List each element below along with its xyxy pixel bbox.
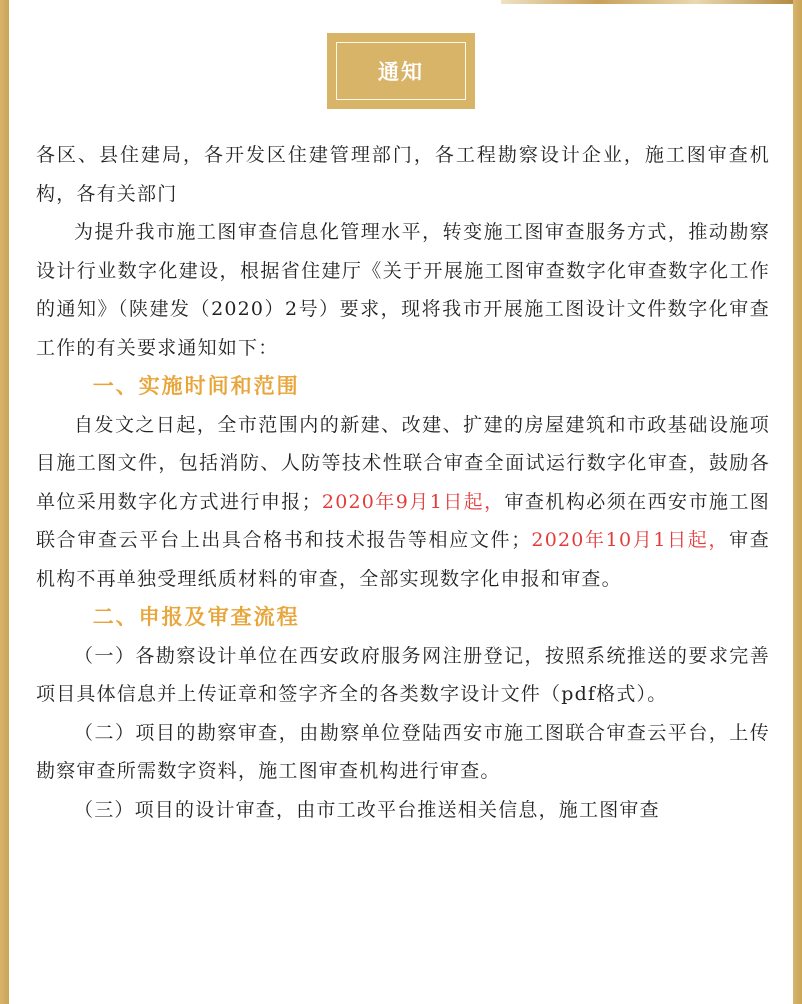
intro-paragraph: 为提升我市施工图审查信息化管理水平，转变施工图审查服务方式，推动勘察设计行业数字化建设，根据省住建厅《关于开展施工图审查数字化审查数字化工作的通知》（陕建发（2020）2号）要求，现将我市开展施工图设计文件数字化审查工作的有关要求通知如下： [36, 221, 770, 359]
page-title: 通知 [378, 60, 424, 84]
date-highlight-1: 2020年9月1日起， [321, 490, 505, 513]
section-2-item-3: （三）项目的设计审查，由市工改平台推送相关信息，施工图审查 [74, 798, 660, 821]
section-2-heading: 二、申报及审查流程 [92, 605, 300, 629]
date-highlight-2: 2020年10月1日起， [531, 529, 730, 551]
title-inner-frame [336, 42, 466, 100]
section-2-item-2: （二）项目的勘察审查，由勘察单位登陆西安市施工图联合审查云平台，上传勘察审查所需数字资料，施工图审查机构进行审查。 [36, 721, 770, 782]
frame-right-border [793, 0, 802, 1004]
salutation: 各区、县住建局，各开发区住建管理部门，各工程勘察设计企业，施工图审查机构，各有关部门 [36, 144, 770, 205]
section-1-text-b: 审查机构必须在西安市施工图联合审查云平台上出具合格书和技术报告等相应文件； [36, 490, 770, 551]
section-1-heading: 一、实施时间和范围 [92, 374, 300, 398]
section-1-text-a: 自发文之日起，全市范围内的新建、改建、扩建的房屋建筑和市政基础设施项目施工图文件，包括消防、人防等技术性联合审查全面试运行数字化审查，鼓励各单位采用数字化方式进行申报； [36, 413, 770, 513]
section-1-text-c: 审查机构不再单独受理纸质材料的审查，全部实现数字化申报和审查。 [36, 529, 770, 590]
title-banner [327, 33, 475, 109]
section-1-paragraph [36, 406, 770, 599]
section-2-item-1: （一）各勘察设计单位在西安政府服务网注册登记，按照系统推送的要求完善项目具体信息并上传证章和签字齐全的各类数字设计文件（pdf格式）。 [36, 644, 770, 705]
frame-left-border [0, 0, 9, 1004]
notice-body [36, 136, 770, 829]
top-decoration [501, 0, 793, 4]
